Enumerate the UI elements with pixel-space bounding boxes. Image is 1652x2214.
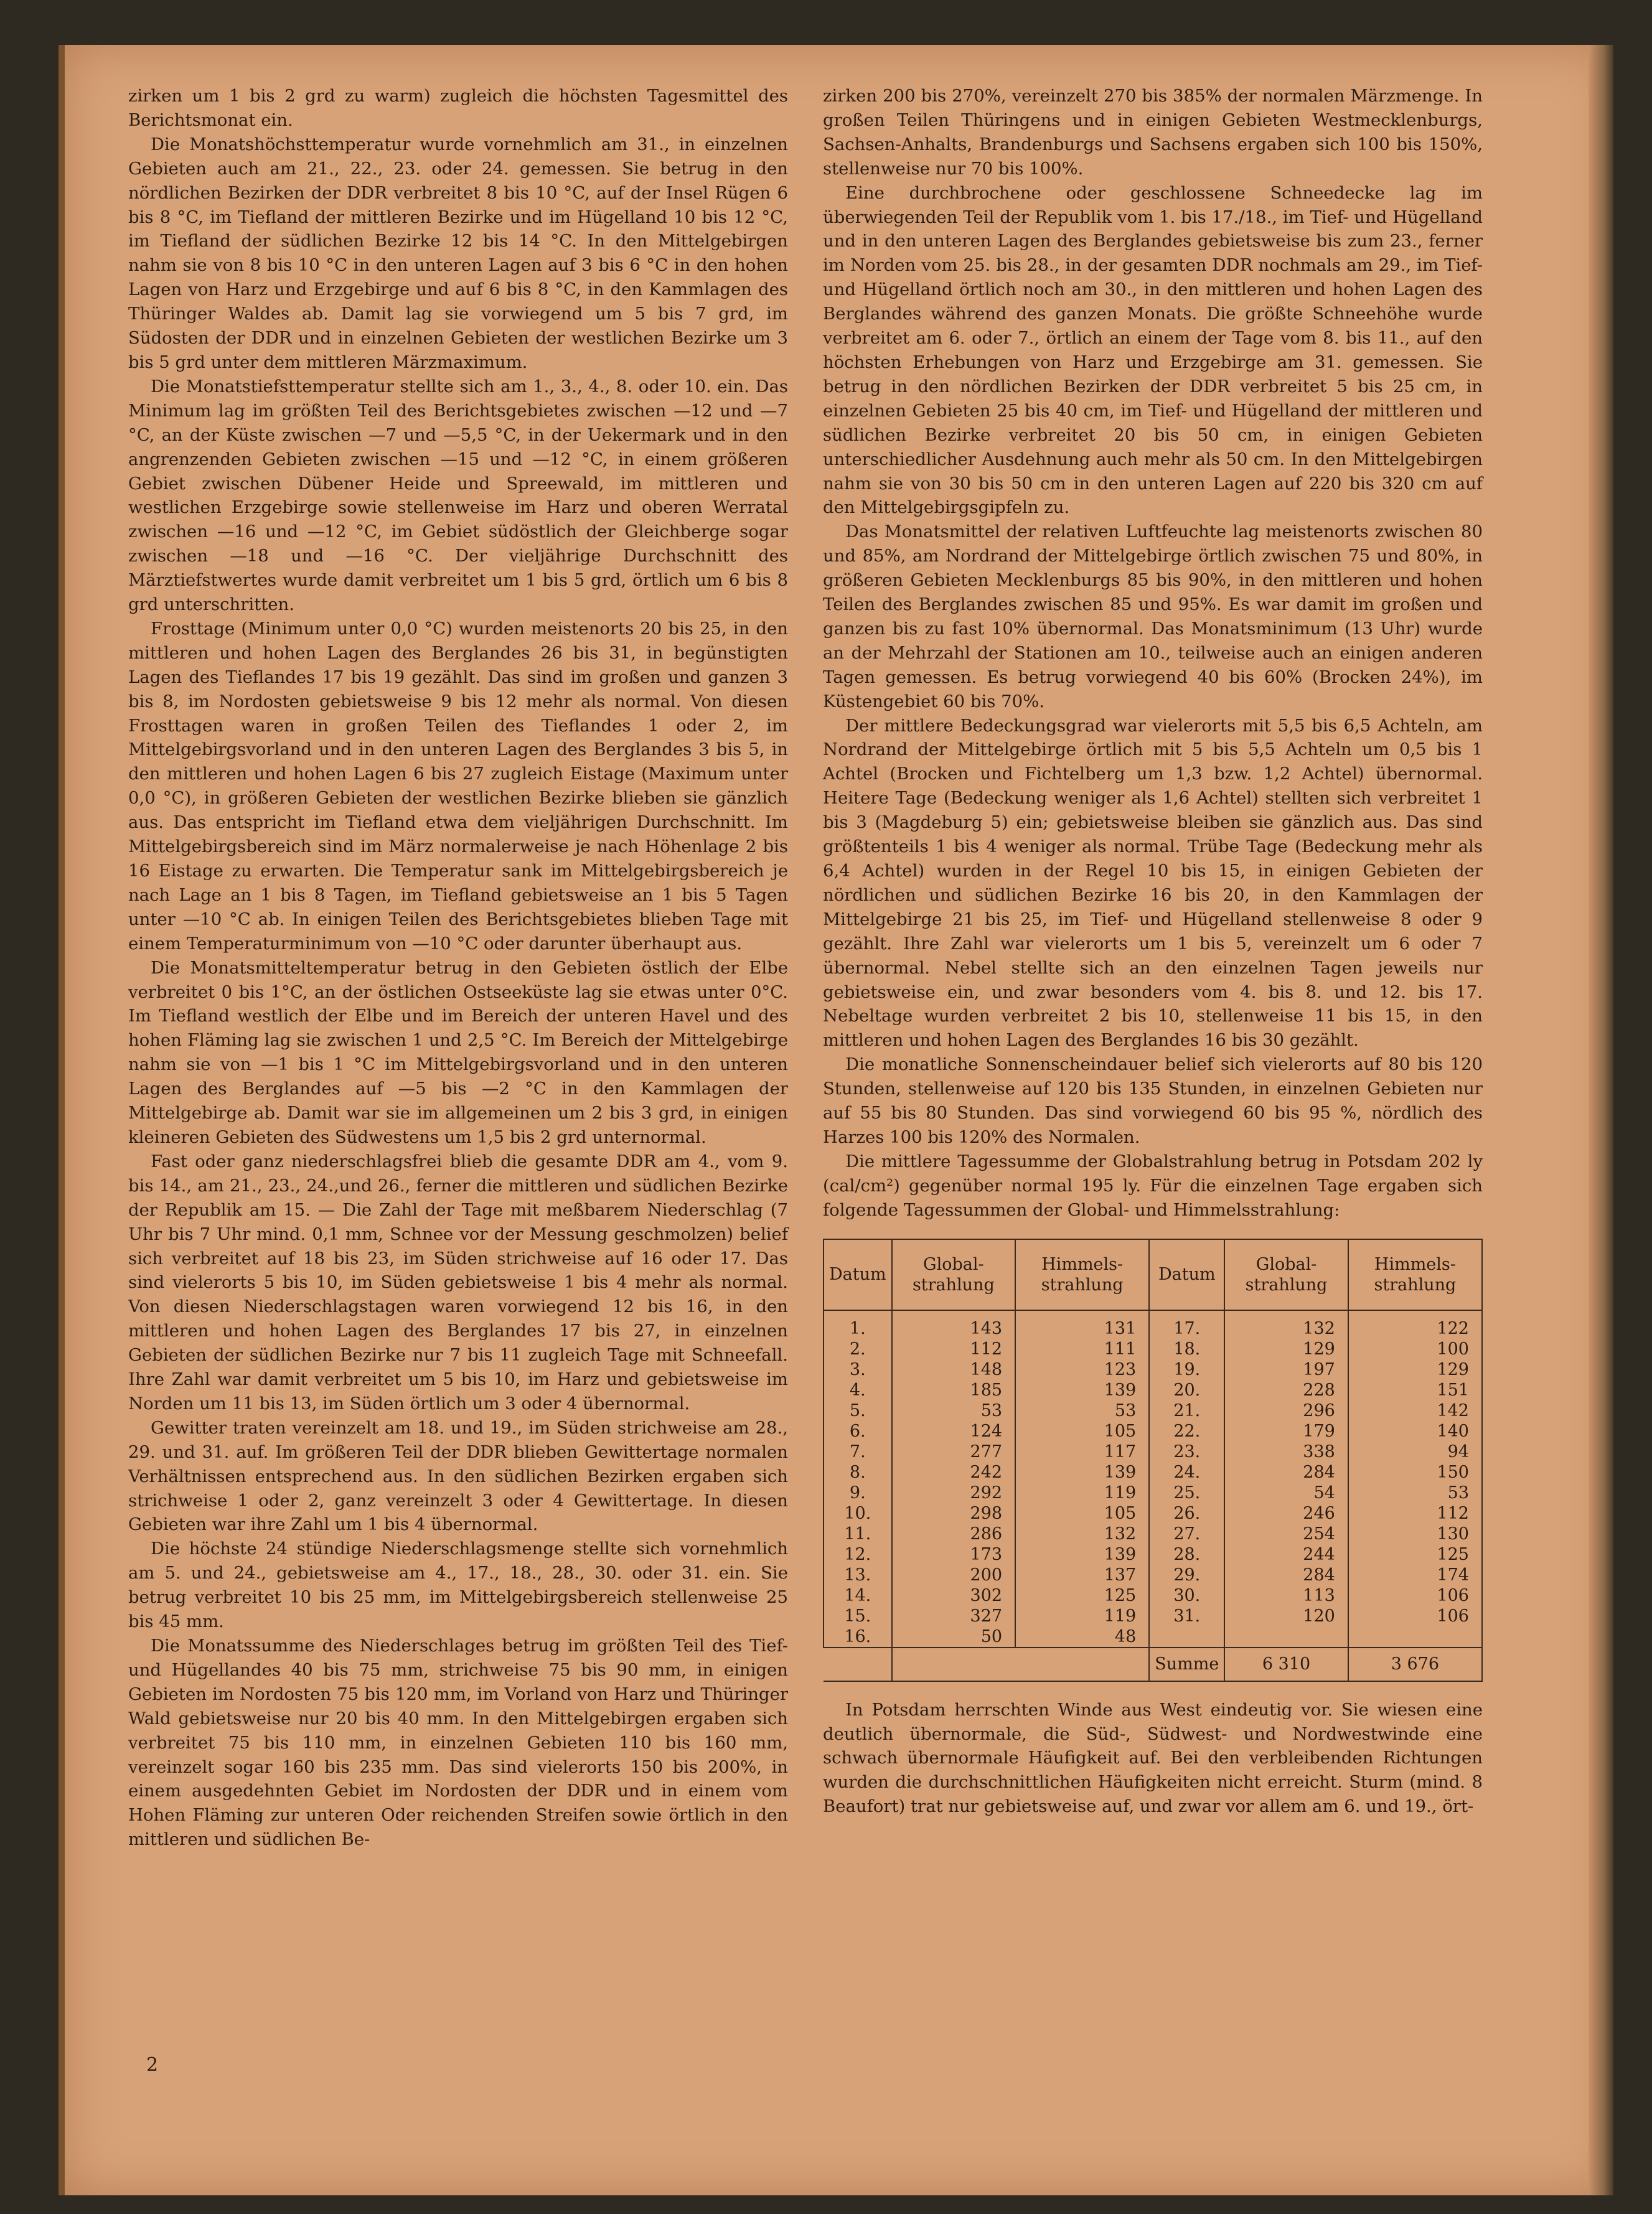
cell-global: 129 xyxy=(1224,1339,1348,1359)
cell-date: 4. xyxy=(824,1380,892,1400)
cell-global: 254 xyxy=(1224,1524,1348,1544)
cell-himmel: 129 xyxy=(1348,1359,1482,1380)
cell-date: 20. xyxy=(1149,1380,1224,1400)
cell-global: 242 xyxy=(892,1462,1016,1483)
cell-himmel: 105 xyxy=(1015,1421,1149,1442)
cell-date: 22. xyxy=(1149,1421,1224,1442)
cell-date: 10. xyxy=(824,1503,892,1524)
cell-global: 179 xyxy=(1224,1421,1348,1442)
cell-himmel xyxy=(1348,1626,1482,1648)
cell-global: 302 xyxy=(892,1585,1016,1606)
cell-himmel: 48 xyxy=(1015,1626,1149,1648)
paragraph: zirken 200 bis 270%, vereinzelt 270 bis 385% der normalen Märzmenge. In großen Teilen Thüringens und in einigen Gebieten Westmecklenburgs, Sachsen-Anhalts, Brandenburgs und Sachsens ergaben sich 100 bis 150%, stellenweise nur 70 bis 100%. xyxy=(823,86,1483,179)
cell-himmel: 125 xyxy=(1348,1544,1482,1565)
header-date: Datum xyxy=(1149,1239,1224,1310)
cell-himmel: 53 xyxy=(1015,1400,1149,1421)
page-edge xyxy=(1589,45,1613,2195)
cell-global: 327 xyxy=(892,1606,1016,1626)
cell-global: 112 xyxy=(892,1339,1016,1359)
cell-himmel: 53 xyxy=(1348,1483,1482,1503)
table-row xyxy=(824,1544,1482,1565)
paragraph: zirken um 1 bis 2 grd zu warm) zugleich die höchsten Tagesmittel des Berichtsmonat ein. xyxy=(128,86,788,130)
cell-date: 1. xyxy=(824,1318,892,1339)
cell-himmel: 150 xyxy=(1348,1462,1482,1483)
cell-global: 284 xyxy=(1224,1462,1348,1483)
cell-himmel: 123 xyxy=(1015,1359,1149,1380)
sum-himmel: 3 676 xyxy=(1348,1648,1482,1681)
paragraph: Die monatliche Sonnenscheindauer belief sich vielerorts auf 80 bis 120 Stunden, stellenweise auf 120 bis 135 Stunden, in einzelnen Gebieten nur auf 55 bis 80 Stunden. Das sind vorwiegend 60 bis 95 %, nördlich des Harzes 100 bis 120% des Normalen. xyxy=(823,1054,1483,1147)
cell-date: 8. xyxy=(824,1462,892,1483)
paragraph: Gewitter traten vereinzelt am 18. und 19., im Süden strichweise am 28., 29. und 31. auf. Im größeren Teil der DDR blieben Gewittertage normalen Verhältnissen entsprechend aus. In den südlichen Bezirken ergaben sich strichweise 1 oder 2, ganz vereinzelt 3 oder 4 Gewittertage. In diesen Gebieten war ihre Zahl um 1 bis 4 übernormal. xyxy=(128,1417,788,1535)
sum-global: 6 310 xyxy=(1224,1648,1348,1681)
table-row xyxy=(824,1585,1482,1606)
cell-date: 14. xyxy=(824,1585,892,1606)
cell-himmel: 142 xyxy=(1348,1400,1482,1421)
table-row xyxy=(824,1626,1482,1648)
left-column xyxy=(128,84,788,1852)
paragraph: Die Monatstiefsttemperatur stellte sich am 1., 3., 4., 8. oder 10. ein. Das Minimum lag im größten Teil des Berichtsgebietes zwischen —12 und —7 °C, an der Küste zwischen —7 und —5,5 °C, in der Uekermark und in den angrenzenden Gebieten zwischen —15 und —12 °C, in einem größeren Gebiet zwischen Dübener Heide und Spreewald, im mittleren und westlichen Erzgebirge sowie stellenweise im Harz und oberen Werratal zwischen —16 und —12 °C, im Gebiet südöstlich der Gleichberge sogar zwischen —18 und —16 °C. Der vieljährige Durchschnitt des Märztiefstwertes wurde damit verbreitet um 1 bis 5 grd, örtlich um 6 bis 8 grd unterschritten. xyxy=(128,376,788,615)
cell-himmel: 139 xyxy=(1015,1544,1149,1565)
cell-himmel: 139 xyxy=(1015,1462,1149,1483)
cell-global: 286 xyxy=(892,1524,1016,1544)
cell-date: 17. xyxy=(1149,1318,1224,1339)
cell-date: 31. xyxy=(1149,1606,1224,1626)
paragraph: In Potsdam herrschten Winde aus West eindeutig vor. Sie wiesen eine deutlich übernormale, die Süd-, Südwest- und Nordwestwinde eine schwach übernormale Häufigkeit auf. Bei den verbleibenden Richtungen wurden die durchschnittlichen Häufigkeiten nicht erreicht. Sturm (mind. 8 Beaufort) trat nur gebietsweise auf, und zwar vor allem am 6. und 19., ört- xyxy=(823,1699,1483,1817)
radiation-table xyxy=(823,1239,1483,1682)
cell-global: 132 xyxy=(1224,1318,1348,1339)
cell-date: 27. xyxy=(1149,1524,1224,1544)
cell-global: 53 xyxy=(892,1400,1016,1421)
cell-himmel: 125 xyxy=(1015,1585,1149,1606)
table-header-row xyxy=(824,1239,1482,1310)
paragraph: Fast oder ganz niederschlagsfrei blieb die gesamte DDR am 4., vom 9. bis 14., am 21., 23., 24.,und 26., ferner die mittleren und südlichen Bezirke der Republik am 15. — Die Zahl der Tage mit meßbarem Niederschlag (7 Uhr bis 7 Uhr mind. 0,1 mm, Schnee vor der Messung geschmolzen) belief sich verbreitet auf 18 bis 23, im Süden strichweise auf 16 oder 17. Das sind vielerorts 5 bis 10, im Süden gebietsweise 1 bis 4 mehr als normal. Von diesen Niederschlagstagen waren vorwiegend 12 bis 16, in den mittleren und hohen Lagen des Berglandes 17 bis 27, in einzelnen Gebieten der südlichen Bezirke nur 7 bis 11 zugleich Tage mit Schneefall. Ihre Zahl war damit verbreitet um 5 bis 10, im Harz und gebietsweise im Norden um 11 bis 13, im Süden örtlich um 3 oder 4 übernormal. xyxy=(128,1151,788,1414)
header-global: Global-strahlung xyxy=(892,1239,1016,1310)
cell-himmel: 140 xyxy=(1348,1421,1482,1442)
paragraph: Eine durchbrochene oder geschlossene Schneedecke lag im überwiegenden Teil der Republik vom 1. bis 17./18., im Tief- und Hügelland und in den unteren Lagen des Berglandes gebietsweise bis zum 23., ferner im Norden vom 25. bis 28., in der gesamten DDR nochmals am 29., im Tief- und Hügelland örtlich noch am 30., in den mittleren und hohen Lagen des Berglandes während des ganzen Monats. Die größte Schneehöhe wurde verbreitet am 6. oder 7., örtlich an einem der Tage vom 8. bis 11., auf den höchsten Erhebungen von Harz und Erzgebirge am 31. gemessen. Sie betrug in den nördlichen Bezirken der DDR verbreitet 5 bis 25 cm, in einzelnen Gebieten 25 bis 40 cm, im Tief- und Hügelland der mittleren und südlichen Bezirke verbreitet 20 bis 50 cm, in einigen Gebieten unterschiedlicher Ausdehnung auch mehr als 50 cm. In den Mittelgebirgen nahm sie von 30 bis 50 cm in den unteren Lagen auf 220 bis 320 cm auf den Mittelgebirgsgipfeln zu. xyxy=(823,182,1483,518)
cell-date: 30. xyxy=(1149,1585,1224,1606)
cell-date: 12. xyxy=(824,1544,892,1565)
cell-global: 143 xyxy=(892,1318,1016,1339)
cell-himmel: 119 xyxy=(1015,1606,1149,1626)
paragraph: Das Monatsmittel der relativen Luftfeuchte lag meistenorts zwischen 80 und 85%, am Nordrand der Mittelgebirge örtlich zwischen 75 und 80%, in größeren Gebieten Mecklenburgs 85 bis 90%, in den mittleren und hohen Teilen des Berglandes zwischen 85 und 95%. Es war damit im großen und ganzen bis zu fast 10% übernormal. Das Monatsminimum (13 Uhr) wurde an der Mehrzahl der Stationen am 10., teilweise auch an einigen anderen Tagen gemessen. Es betrug vorwiegend 40 bis 60% (Brocken 24%), im Küstengebiet 60 bis 70%. xyxy=(823,522,1483,711)
cell-himmel: 111 xyxy=(1015,1339,1149,1359)
cell-date: 16. xyxy=(824,1626,892,1648)
paragraph: Der mittlere Bedeckungsgrad war vielerorts mit 5,5 bis 6,5 Achteln, am Nordrand der Mittelgebirge örtlich mit 5 bis 5,5 Achteln um 0,5 bis 1 Achtel (Brocken und Fichtelberg um 1,3 bzw. 1,2 Achtel) übernormal. Heitere Tage (Bedeckung weniger als 1,6 Achtel) stellten sich verbreitet 1 bis 3 (Magdeburg 5) ein; gebietsweise bleiben sie gänzlich aus. Das sind größtenteils 1 bis 4 weniger als normal. Trübe Tage (Bedeckung mehr als 6,4 Achtel) wurden in der Regel 10 bis 15, in einigen Gebieten der nördlichen und südlichen Bezirke 16 bis 20, in den Kammlagen der Mittelgebirge 21 bis 25, im Tief- und Hügelland stellenweise 8 oder 9 gezählt. Ihre Zahl war vielerorts um 1 bis 5, vereinzelt um 6 oder 7 übernormal. Nebel stellte sich an den einzelnen Tagen jeweils nur gebietsweise ein, und zwar besonders vom 4. bis 8. und 12. bis 17. Nebeltage wurden verbreitet 2 bis 10, stellenweise 11 bis 15, in den mittleren und hohen Lagen des Berglandes 16 bis 30 gezählt. xyxy=(823,715,1483,1051)
cell-global: 228 xyxy=(1224,1380,1348,1400)
cell-global: 200 xyxy=(892,1565,1016,1585)
cell-date: 23. xyxy=(1149,1442,1224,1462)
cell-global xyxy=(1224,1626,1348,1648)
cell-himmel: 117 xyxy=(1015,1442,1149,1462)
cell-global: 298 xyxy=(892,1503,1016,1524)
cell-himmel: 94 xyxy=(1348,1442,1482,1462)
table-row xyxy=(824,1462,1482,1483)
cell-global: 244 xyxy=(1224,1544,1348,1565)
cell-date: 6. xyxy=(824,1421,892,1442)
paragraph: Die mittlere Tagessumme der Globalstrahlung betrug in Potsdam 202 ly (cal/cm²) gegenüber normal 195 ly. Für die einzelnen Tage ergaben sich folgende Tagessummen der Global- und Himmelsstrahlung: xyxy=(823,1151,1483,1220)
cell-date: 7. xyxy=(824,1442,892,1462)
cell-himmel: 130 xyxy=(1348,1524,1482,1544)
table-body xyxy=(824,1310,1482,1648)
cell-global: 296 xyxy=(1224,1400,1348,1421)
cell-himmel: 112 xyxy=(1348,1503,1482,1524)
cell-global: 124 xyxy=(892,1421,1016,1442)
table-row xyxy=(824,1421,1482,1442)
table-row xyxy=(824,1442,1482,1462)
cell-global: 54 xyxy=(1224,1483,1348,1503)
cell-global: 185 xyxy=(892,1380,1016,1400)
cell-global: 197 xyxy=(1224,1359,1348,1380)
table-row xyxy=(824,1503,1482,1524)
cell-global: 284 xyxy=(1224,1565,1348,1585)
header-himmel: Himmels-strahlung xyxy=(1015,1239,1149,1310)
cell-global: 120 xyxy=(1224,1606,1348,1626)
cell-date: 13. xyxy=(824,1565,892,1585)
table-row xyxy=(824,1606,1482,1626)
right-column xyxy=(823,84,1483,1819)
cell-date: 19. xyxy=(1149,1359,1224,1380)
cell-global: 113 xyxy=(1224,1585,1348,1606)
paragraph: Die Monatshöchsttemperatur wurde vornehmlich am 31., in einzelnen Gebieten auch am 21., 22., 23. oder 24. gemessen. Sie betrug in den nördlichen Bezirken der DDR verbreitet 8 bis 10 °C, auf der Insel Rügen 6 bis 8 °C, im Tiefland der mittleren Bezirke und im Hügelland 10 bis 12 °C, im Tiefland der südlichen Bezirke 12 bis 14 °C. In den Mittelgebirgen nahm sie von 8 bis 10 °C in den unteren Lagen auf 3 bis 6 °C in den hohen Lagen von Harz und Erzgebirge und auf 6 bis 8 °C, in den Kammlagen des Thüringer Waldes ab. Damit lag sie vorwiegend um 5 bis 7 grd, im Südosten der DDR und in einzelnen Gebieten der westlichen Bezirke um 3 bis 5 grd unter dem mittleren Märzmaximum. xyxy=(128,134,788,372)
cell-himmel: 131 xyxy=(1015,1318,1149,1339)
cell-date: 18. xyxy=(1149,1339,1224,1359)
paragraph: Die Monatsmitteltemperatur betrug in den Gebieten östlich der Elbe verbreitet 0 bis 1°C, an der östlichen Ostseeküste lag sie etwas unter 0°C. Im Tiefland westlich der Elbe und im Bereich der unteren Havel und des hohen Fläming lag sie zwischen 1 und 2,5 °C. Im Bereich der Mittelgebirge nahm sie von —1 bis 1 °C im Mittelgebirgsvorland und in den unteren Lagen des Berglandes auf —5 bis —2 °C in den Kammlagen der Mittelgebirge ab. Damit war sie im allgemeinen um 2 bis 3 grd, in einigen kleineren Gebieten des Südwestens um 1,5 bis 2 grd unternormal. xyxy=(128,957,788,1147)
cell-date: 26. xyxy=(1149,1503,1224,1524)
header-date: Datum xyxy=(824,1239,892,1310)
cell-himmel: 100 xyxy=(1348,1339,1482,1359)
table-row xyxy=(824,1400,1482,1421)
cell-date: 2. xyxy=(824,1339,892,1359)
cell-himmel: 137 xyxy=(1015,1565,1149,1585)
table-row xyxy=(824,1339,1482,1359)
cell-global: 148 xyxy=(892,1359,1016,1380)
cell-himmel: 132 xyxy=(1015,1524,1149,1544)
cell-date: 9. xyxy=(824,1483,892,1503)
table-row xyxy=(824,1318,1482,1339)
cell-himmel: 119 xyxy=(1015,1483,1149,1503)
cell-global: 246 xyxy=(1224,1503,1348,1524)
page-number: 2 xyxy=(146,2054,159,2076)
cell-himmel: 106 xyxy=(1348,1606,1482,1626)
paragraph: Frosttage (Minimum unter 0,0 °C) wurden meistenorts 20 bis 25, in den mittleren und hohen Lagen des Berglandes 26 bis 31, in begünstigten Lagen des Tieflandes 17 bis 19 gezählt. Das sind im großen und ganzen 3 bis 8, im Nordosten gebietsweise 9 bis 12 mehr als normal. Von diesen Frosttagen waren in großen Teilen des Tieflandes 1 oder 2, im Mittelgebirgsvorland und in den unteren Lagen des Berglandes 3 bis 5, in den mittleren und hohen Lagen 6 bis 27 zugleich Eistage (Maximum unter 0,0 °C), in größeren Gebieten der westlichen Bezirke blieben sie gänzlich aus. Das entspricht im Tiefland etwa dem vieljährigen Durchschnitt. Im Mittelgebirgsbereich sind im März normalerweise je nach Höhenlage 2 bis 16 Eistage zu erwarten. Die Temperatur sank im Mittelgebirgsbereich je nach Lage an 1 bis 8 Tagen, im Tiefland gebietsweise an 1 bis 5 Tagen unter —10 °C ab. In einigen Teilen des Berichtsgebietes blieben Tage mit einem Temperaturminimum von —10 °C oder darunter überhaupt aus. xyxy=(128,618,788,954)
cell-himmel: 151 xyxy=(1348,1380,1482,1400)
cell-global: 50 xyxy=(892,1626,1016,1648)
cell-global: 338 xyxy=(1224,1442,1348,1462)
cell-himmel: 174 xyxy=(1348,1565,1482,1585)
cell-date: 11. xyxy=(824,1524,892,1544)
table-row xyxy=(824,1565,1482,1585)
cell-date: 24. xyxy=(1149,1462,1224,1483)
cell-date: 5. xyxy=(824,1400,892,1421)
paragraph: Die Monatssumme des Niederschlages betrug im größten Teil des Tief- und Hügellandes 40 bis 75 mm, strichweise 75 bis 90 mm, in einigen Gebieten im Nordosten 75 bis 120 mm, im Vorland von Harz und Thüringer Wald gebietsweise nur 20 bis 40 mm. In den Mittelgebirgen ergaben sich verbreitet 75 bis 110 mm, in einzelnen Gebieten 110 bis 160 mm, vereinzelt sogar 160 bis 235 mm. Das sind vielerorts 150 bis 200%, in einem ausgedehnten Gebiet im Nordosten der DDR und in einem vom Hohen Fläming zur unteren Oder reichenden Streifen sowie örtlich in den mittleren und südlichen Be- xyxy=(128,1636,788,1850)
header-himmel: Himmels-strahlung xyxy=(1348,1239,1482,1310)
cell-himmel: 106 xyxy=(1348,1585,1482,1606)
sum-row xyxy=(824,1648,1482,1681)
table-row xyxy=(824,1524,1482,1544)
cell-date: 28. xyxy=(1149,1544,1224,1565)
cell-date xyxy=(1149,1626,1224,1648)
table-row xyxy=(824,1380,1482,1400)
cell-date: 3. xyxy=(824,1359,892,1380)
header-global: Global-strahlung xyxy=(1224,1239,1348,1310)
table-row xyxy=(824,1359,1482,1380)
cell-date: 25. xyxy=(1149,1483,1224,1503)
cell-date: 29. xyxy=(1149,1565,1224,1585)
cell-date: 21. xyxy=(1149,1400,1224,1421)
sum-label: Summe xyxy=(1149,1648,1224,1681)
paragraph: Die höchste 24 stündige Niederschlagsmenge stellte sich vornehmlich am 5. und 24., gebietsweise am 4., 17., 18., 28., 30. oder 31. ein. Sie betrug verbreitet 10 bis 25 mm, im Mittelgebirgsbereich stellenweise 25 bis 45 mm. xyxy=(128,1539,788,1632)
cell-himmel: 122 xyxy=(1348,1318,1482,1339)
cell-global: 292 xyxy=(892,1483,1016,1503)
table-row xyxy=(824,1483,1482,1503)
cell-global: 277 xyxy=(892,1442,1016,1462)
cell-global: 173 xyxy=(892,1544,1016,1565)
cell-himmel: 105 xyxy=(1015,1503,1149,1524)
cell-himmel: 139 xyxy=(1015,1380,1149,1400)
cell-date: 15. xyxy=(824,1606,892,1626)
